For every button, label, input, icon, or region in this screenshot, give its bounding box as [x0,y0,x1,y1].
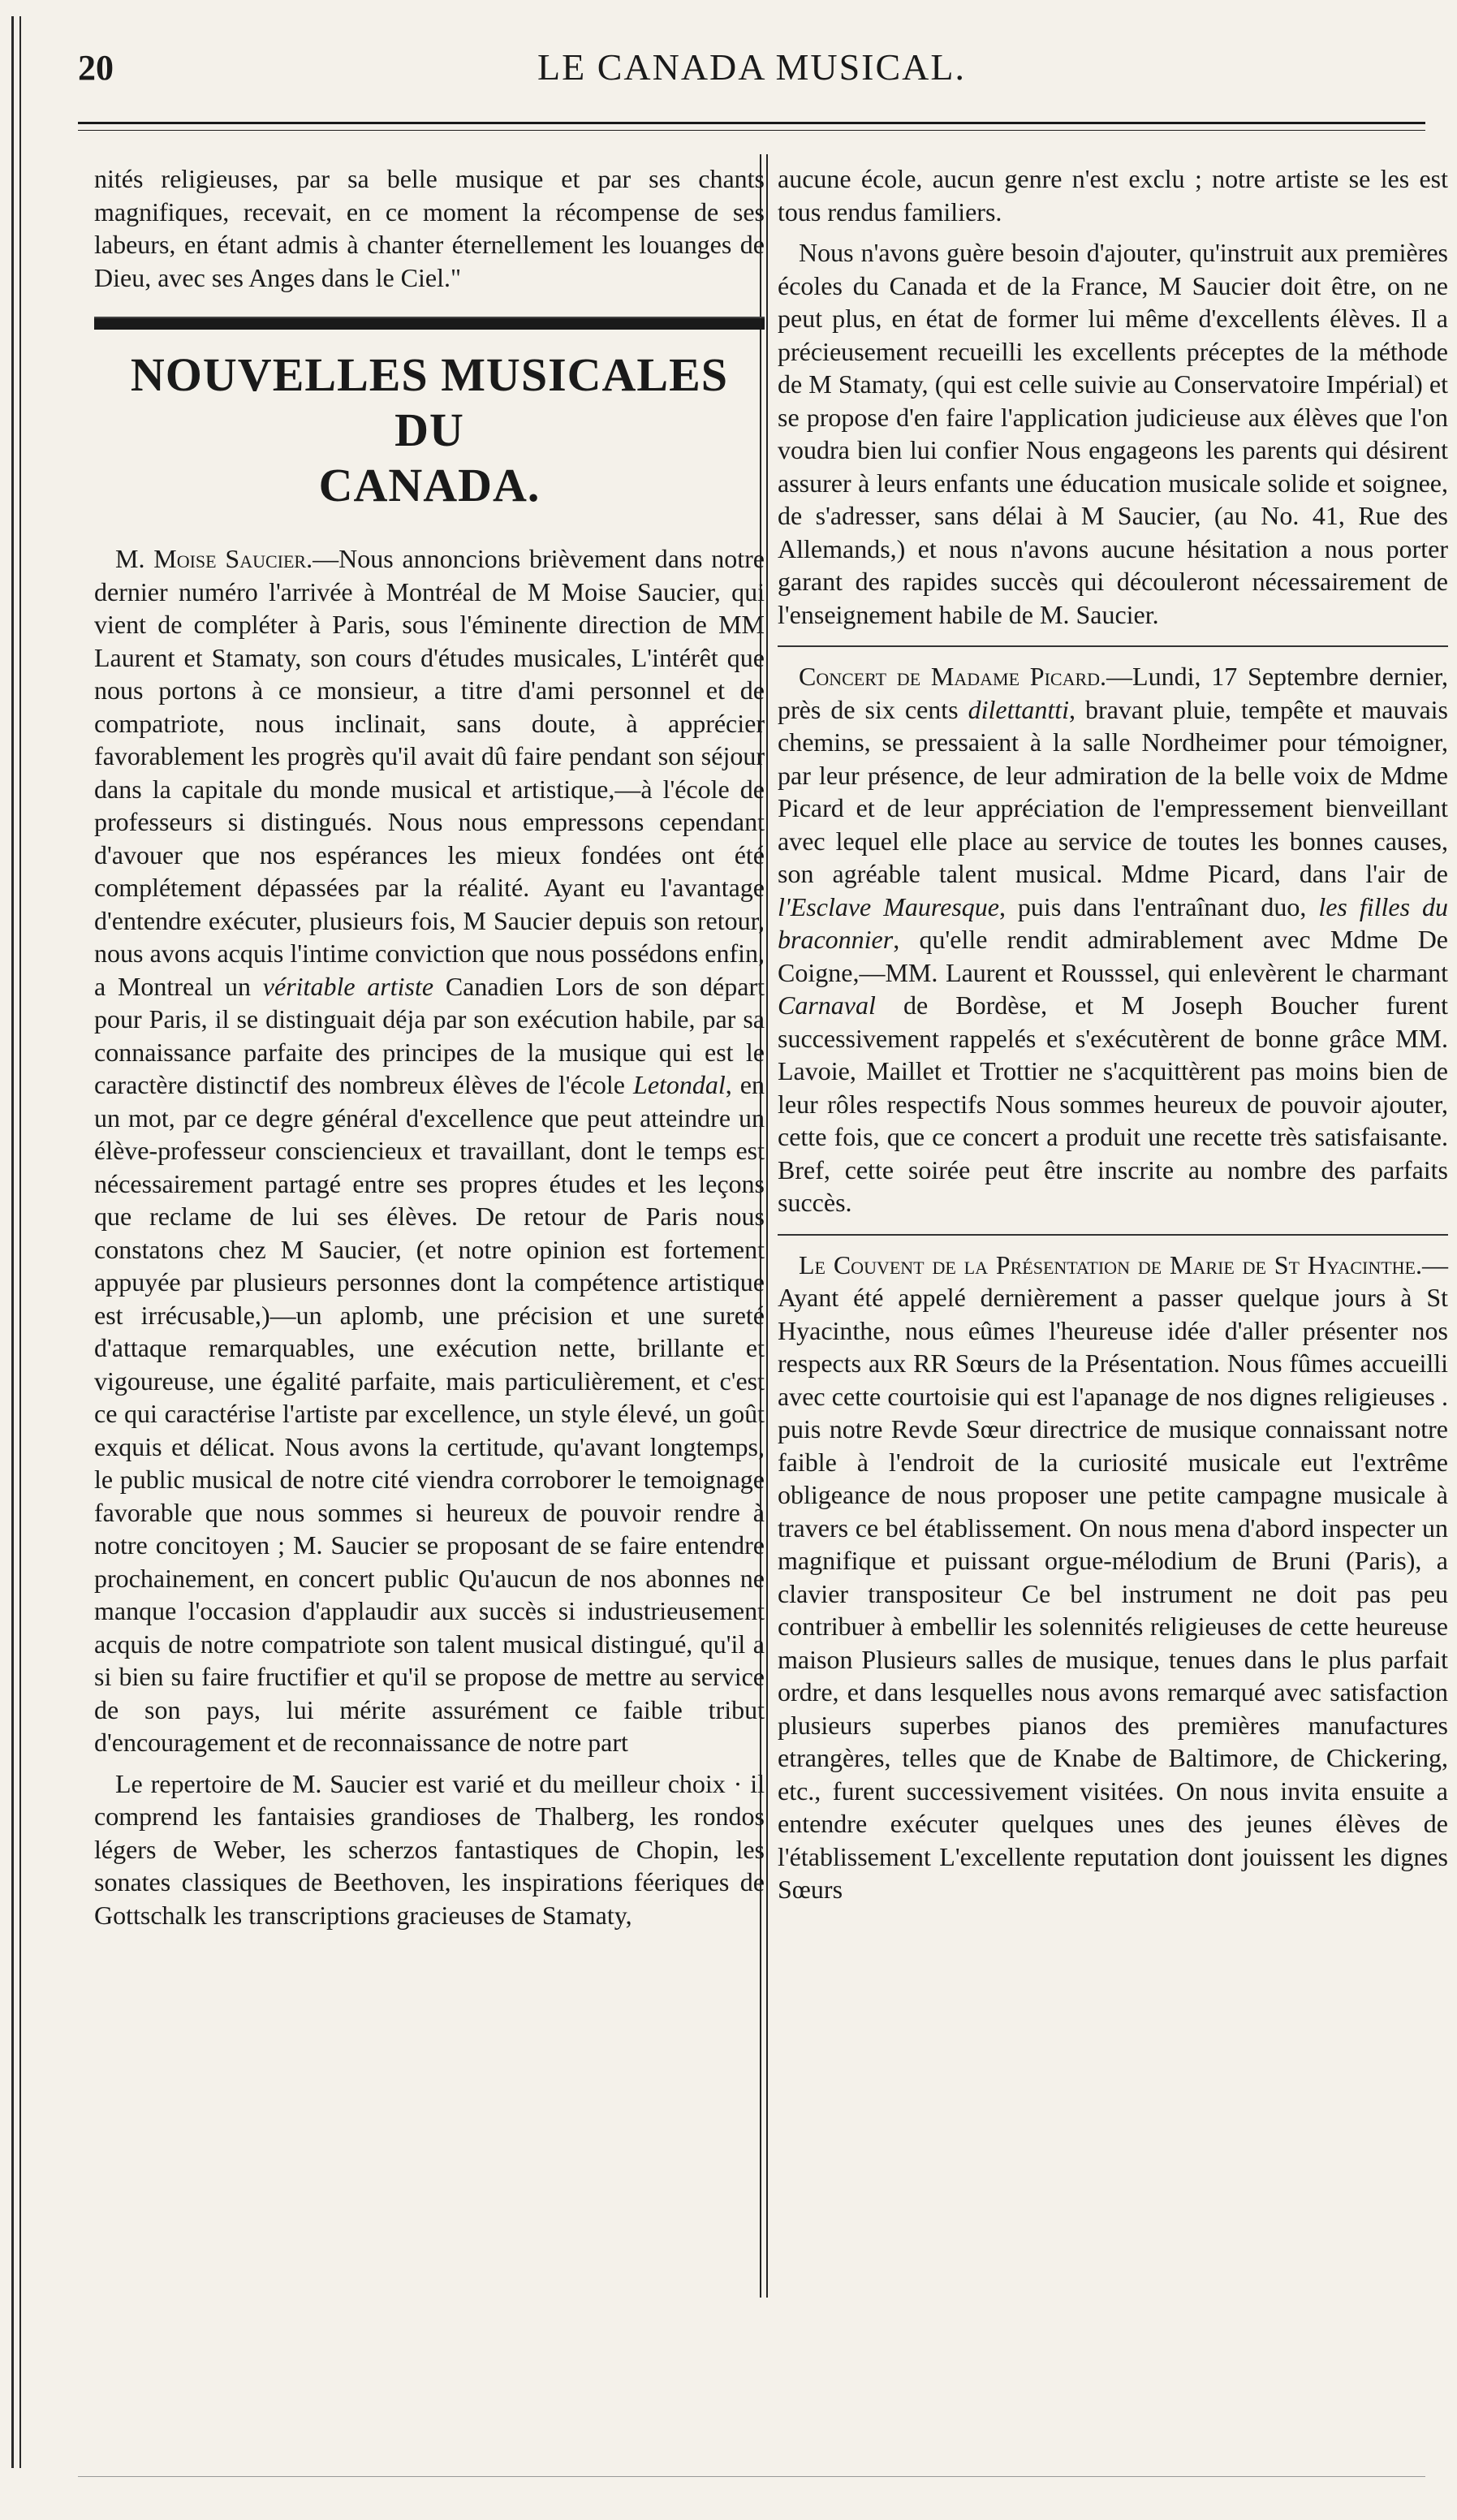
section-rule [94,317,765,330]
picard-emphasis-3: les filles du braconnier [778,891,1448,954]
article-rule-2 [778,1234,1448,1236]
right-column [778,162,1448,1914]
page-number: 20 [78,48,114,88]
picard-lead: Concert de Madame Picard. [799,662,1107,691]
picard-article [778,660,1448,1219]
saucier-repertoire: Le repertoire de M. Saucier est varié et du meilleur choix · il comprend les fantaisies grandioses de Thalberg, les rondos légers de Weber, les scherzos fantastiques de Chopin, les sonates classiques de Beethoven, les inspirations féeriques de Gottschalk les transcriptions gracieuses de Stamaty, [94,1768,765,1930]
saucier-teaching: Nous n'avons guère besoin d'ajouter, qu'instruit aux premières écoles du Canada et de la France, M Saucier doit être, on ne peut plus, en état de former lui même d'excellents élèves. Il a précieusement recueilli les excellents préceptes de la méthode de M Stamaty, (qui est celle suivie au Conservatoire Impérial) et se propose d'en faire l'application judicieuse aux élèves que l'on voudra bien lui confier Nous engageons les parents qui désirent assurer à leurs enfants une éducation musicale solide et soignee, de s'adresser, sans délai à M Saucier, (au No. 41, Rue des Allemands,) et nous n'avons aucune hésitation a nous porter garant des rapides succès qui découleront nécessairement de l'enseignement habile de M. Saucier. [778,238,1448,629]
picard-emphasis-2: l'Esclave Mauresque [778,891,999,921]
footer-rule [78,2476,1425,2477]
saucier-text-1: —Nous annoncions brièvement dans notre dernier numéro l'arrivée à Montréal de M Moise Saucier, qui vient de compléter à Paris, sous l'éminente direction de MM Laurent et Stamaty, son cours d'études musicales, L'intérêt que nous portons à ce monsieur, a titre d'ami personnel et de compatriote, nous inclinait, sans doute, à apprécier favorablement les progrès qu'il avait dû faire pendant son séjour dans la capitale du monde musical et artistique,—à l'école de professeurs si distingués. Nous nous empressons cependant d'avouer que nos espérances les mieux fondées ont été complétement dépassées par la réalité. Ayant eu l'avantage d'entendre exécuter, plusieurs fois, M Saucier depuis son retour, nous avons acquis l'intime conviction que nous possédons enfin, a Montreal un [94,544,765,1001]
left-column [94,162,765,1940]
saucier-text-3: , en un mot, par ce degre général d'excellence que peut atteindre un élève-professeur consciencieux et travaillant, dont le temps est nécessairement partagé entre ses propres études et les leçons que reclame de lui ses élèves. De retour de Paris nous constatons chez M Saucier, (et notre opinion est fortement appuyée par plusieurs personnes dont la compétence artistique est irrécusable,)—un aplomb, une précision et une sureté d'attaque remarquables, une exécution nette, brillante et vigoureuse, une égalité parfaite, mais particulièrement, et c'est ce qui caractérise l'artiste par excellence, un style élevé, un goût exquis et délicat. Nous avons la certitude, qu'avant longtemps, le public musical de notre cité viendra corroborer le temoignage favorable que nous sommes si heureux de pouvoir rendre à notre concitoyen ; M. Saucier se proposant de se faire entendre prochainement, en concert public Qu'aucun de nos abonnes ne manque l'occasion d'applaudir aux succès si industrieusement acquis de notre compatriote son talent musical distingué, qu'il a si bien su faire fructifier et qu'il se propose de mettre au service de son pays, lui mérite assurément ce faible tribut d'encouragement et de reconnaissance de notre part [94,1070,765,1757]
section-title-line-1: NOUVELLES MUSICALES DU [130,348,729,456]
article-rule [778,645,1448,647]
picard-emphasis-4: Carnaval [778,990,876,1020]
header-rule [78,122,1425,124]
picard-emphasis-1: dilettantti [968,694,1070,724]
couvent-text: —Ayant été appelé dernièrement a passer quelque jours à St Hyacinthe, nous eûmes l'heureuse idée d'aller présenter nos respects aux RR Sœurs de la Présentation. Nous fûmes accueilli avec cette courtoisie qui est l'apanage de nos dignes religieuses . puis notre Revde Sœur directrice de musique connaissant notre faible à l'endroit de la curiosité musicale eut l'extrême obligeance de nous proposer une petite campagne musicale à travers ce bel établissement. On nous mena d'abord inspecter un magnifique et puissant orgue-mélodium de Bruni (Paris), a clavier transpositeur Ce bel instrument ne doit pas peu contribuer à embellir les solennités religieuses de cette heureuse maison Plusieurs salles de musique, tenues dans le plus parfait ordre, et dans lesquelles nous avons remarqué avec satisfaction plusieurs superbes pianos des premières manufactures etrangères, telles que de Knabe de Baltimore, de Chickering, etc., furent successivement visitées. On nous invita ensuite a entendre exécuter quelques unes des jeunes élèves de l'établissement L'excellente reputation dont jouissent les dignes Sœurs [778,1249,1448,1904]
picard-text-4: , qu'elle rendit admirablement avec Mdme De Coigne,—MM. Laurent et Rousssel, qui enlevèrent le charmant [778,925,1448,987]
saucier-article [94,542,765,1759]
couvent-lead: Le Couvent de la Présentation de Marie de St Hyacinthe. [799,1249,1422,1279]
saucier-emphasis-1: véritable artiste [262,971,434,1001]
saucier-lead: M. Moise Saucier. [115,544,313,573]
picard-text-1: —Lundi, 17 Septembre dernier, près de six cents [778,662,1448,724]
saucier-emphasis-2: Letondal [633,1070,726,1099]
binding-rule [11,16,14,2468]
binding-rule-inner [19,16,21,2468]
saucier-text-2: Canadien Lors de son départ pour Paris, il se distinguait déja par son exécution habile, par sa connaissance parfaite des principes de la musique qui est le caractère distinctif des nombreux élèves de l'école [94,971,765,1099]
saucier-continuation: aucune école, aucun genre n'est exclu ; notre artiste se les est tous rendus familiers. [778,164,1448,227]
couvent-article [778,1249,1448,1906]
page-header [78,39,1425,112]
obituary-ending: nités religieuses, par sa belle musique et par ses chants magnifiques, recevait, en ce moment la récompense de ses labeurs, en étant admis à chanter éternellement les louanges de Dieu, avec ses Anges dans le Ciel." [94,164,765,292]
picard-text-2: , bravant pluie, tempête et mauvais chemins, se pressaient à la salle Nordheimer pour témoigner, par leur présence, de leur admiration de la belle voix de Mdme Picard et de leur appréciation de l'empressement bienveillant avec lequel elle place au service de toutes les bonnes causes, son agréable talent musical. Mdme Picard, dans l'air de [778,694,1448,888]
header-rule-thin [78,130,1425,131]
running-title: LE CANADA MUSICAL. [537,46,966,88]
section-title [94,347,765,513]
column-divider-second [766,154,768,2298]
section-title-line-2: CANADA. [318,459,541,511]
picard-text-3: , puis dans l'entraînant duo, [998,891,1319,921]
picard-text-5: de Bordèse, et M Joseph Boucher furent successivement rappelés et s'exécutèrent de bonne grâce MM. Lavoie, Maillet et Trottier ne s'acquittèrent pas moins bien de leur rôles respectifs Nous sommes heureux de pouvoir ajouter, cette fois, que ce concert a produit une recette très satisfaisante. Bref, cette soirée peut être inscrite au nombre des parfaits succès. [778,990,1448,1217]
